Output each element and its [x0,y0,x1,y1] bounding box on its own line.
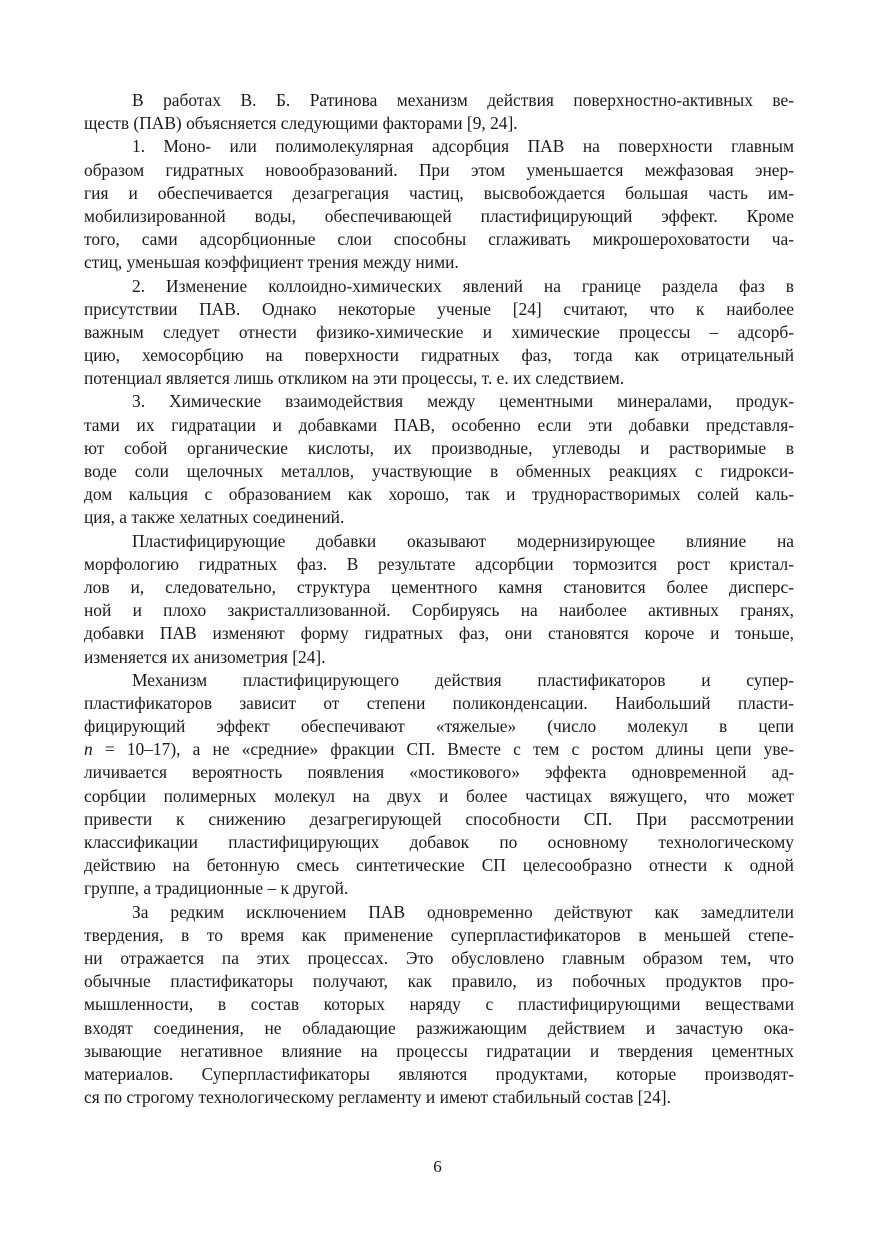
text-line: твердения, в то время как применение суперпластификаторов в меньшей степе- [84,924,794,945]
text-line: пластификаторов зависит от степени поликонденсации. Наибольший пласти- [84,692,794,713]
text-line: добавки ПАВ изменяют форму гидратных фаз, они становятся короче и тоньше, [84,623,794,644]
text-line: стиц, уменьшая коэффициент трения между ними. [84,252,459,273]
paragraph [84,669,794,901]
paragraph [84,390,794,529]
text-line: Механизм пластифицирующего действия пластификаторов и супер- [132,669,794,690]
text-line: потенциал является лишь откликом на эти процессы, т. е. их следствием. [84,368,625,389]
text-line: гия и обеспечивается дезагрегация частиц, высвобождается большая часть им- [84,182,794,203]
text-line: ной и плохо закристаллизованной. Сорбируясь на наиболее активных гранях, [84,600,794,621]
text-line: группе, а традиционные – к другой. [84,878,349,899]
text-line: ют собой органические кислоты, их производные, углеводы и растворимые в [84,437,794,458]
document-body [84,89,794,1109]
paragraph [84,901,794,1110]
paragraph [84,530,794,669]
paragraph [84,275,794,391]
text-line: Пластифицирующие добавки оказывают модернизирующее влияние на [132,530,794,551]
text-line: ни отражается па этих процессах. Это обусловлено главным образом тем, что [84,947,794,968]
text-line: В работах В. Б. Ратинова механизм действия поверхностно-активных ве- [132,90,794,110]
text-line: ществ (ПАВ) объясняется следующими факторами [9, 24]. [84,113,518,134]
text-line: важным следует отнести физико-химические и химические процессы – адсорб- [84,321,794,342]
text-line: классификации пластифицирующих добавок по основному технологическому [84,832,794,852]
text-line: образом гидратных новообразований. При этом уменьшается межфазовая энер- [84,159,794,180]
paragraph [84,135,794,274]
text-line: того, сами адсорбционные слои способны сглаживать микрошероховатости ча- [84,229,794,250]
text-line: дом кальция с образованием как хорошо, так и труднорастворимых солей каль- [84,484,794,505]
text-line: сорбции полимерных молекул на двух и более частицах вяжущего, что может [84,785,794,806]
text-line: За редким исключением ПАВ одновременно действуют как замедлители [132,901,794,922]
text-line: изменяется их анизометрия [24]. [84,646,326,667]
page-number: 6 [433,1157,442,1176]
text-line: мобилизированной воды, обеспечивающей пластифицирующий эффект. Кроме [84,205,794,226]
text-line: присутствии ПАВ. Однако некоторые ученые [24] считают, что к наиболее [84,298,794,319]
text-line: входят соединения, не обладающие разжижающим действием и зачастую ока- [84,1017,794,1038]
text-line: цию, хемосорбцию на поверхности гидратных фаз, тогда как отрицательный [84,345,794,366]
text-line: 3. Химические взаимодействия между цементными минералами, продук- [132,391,794,412]
text-line: ция, а также хелатных соединений. [84,507,345,528]
text-line: обычные пластификаторы получают, как правило, из побочных продуктов про- [84,971,794,992]
text-line: мышленности, в состав которых наряду с пластифицирующими веществами [84,994,794,1015]
text-line: зывающие негативное влияние на процессы гидратации и твердения цементных [84,1040,794,1061]
text-line: материалов. Суперпластификаторы являются продуктами, которые производят- [84,1063,794,1084]
text-line: морфологию гидратных фаз. В результате адсорбции тормозится рост кристал- [84,553,794,574]
text-line: тами их гидратации и добавками ПАВ, особенно если эти добавки представля- [84,414,794,435]
text-line: воде соли щелочных металлов, участвующие в обменных реакциях с гидрокси- [84,461,794,481]
text-line: n = 10–17), а не «средние» фракции СП. Вместе с тем с ростом длины цепи уве- [84,739,794,760]
text-line: лов и, следовательно, структура цементного камня становится более дисперс- [84,576,794,597]
text-line: действию на бетонную смесь синтетические СП целесообразно отнести к одной [84,855,794,876]
paragraph [84,89,794,135]
text-line: ся по строгому технологическому регламенту и имеют стабильный состав [24]. [84,1087,671,1108]
text-line: 2. Изменение коллоидно-химических явлений на границе раздела фаз в [132,275,794,296]
text-line: 1. Моно- или полимолекулярная адсорбция ПАВ на поверхности главным [132,136,794,157]
text-line: личивается вероятность появления «мостикового» эффекта одновременной ад- [84,762,794,783]
text-line: привести к снижению дезагрегирующей способности СП. При рассмотрении [84,808,794,829]
text-line: фицирующий эффект обеспечивают «тяжелые» (число молекул в цепи [84,716,794,737]
